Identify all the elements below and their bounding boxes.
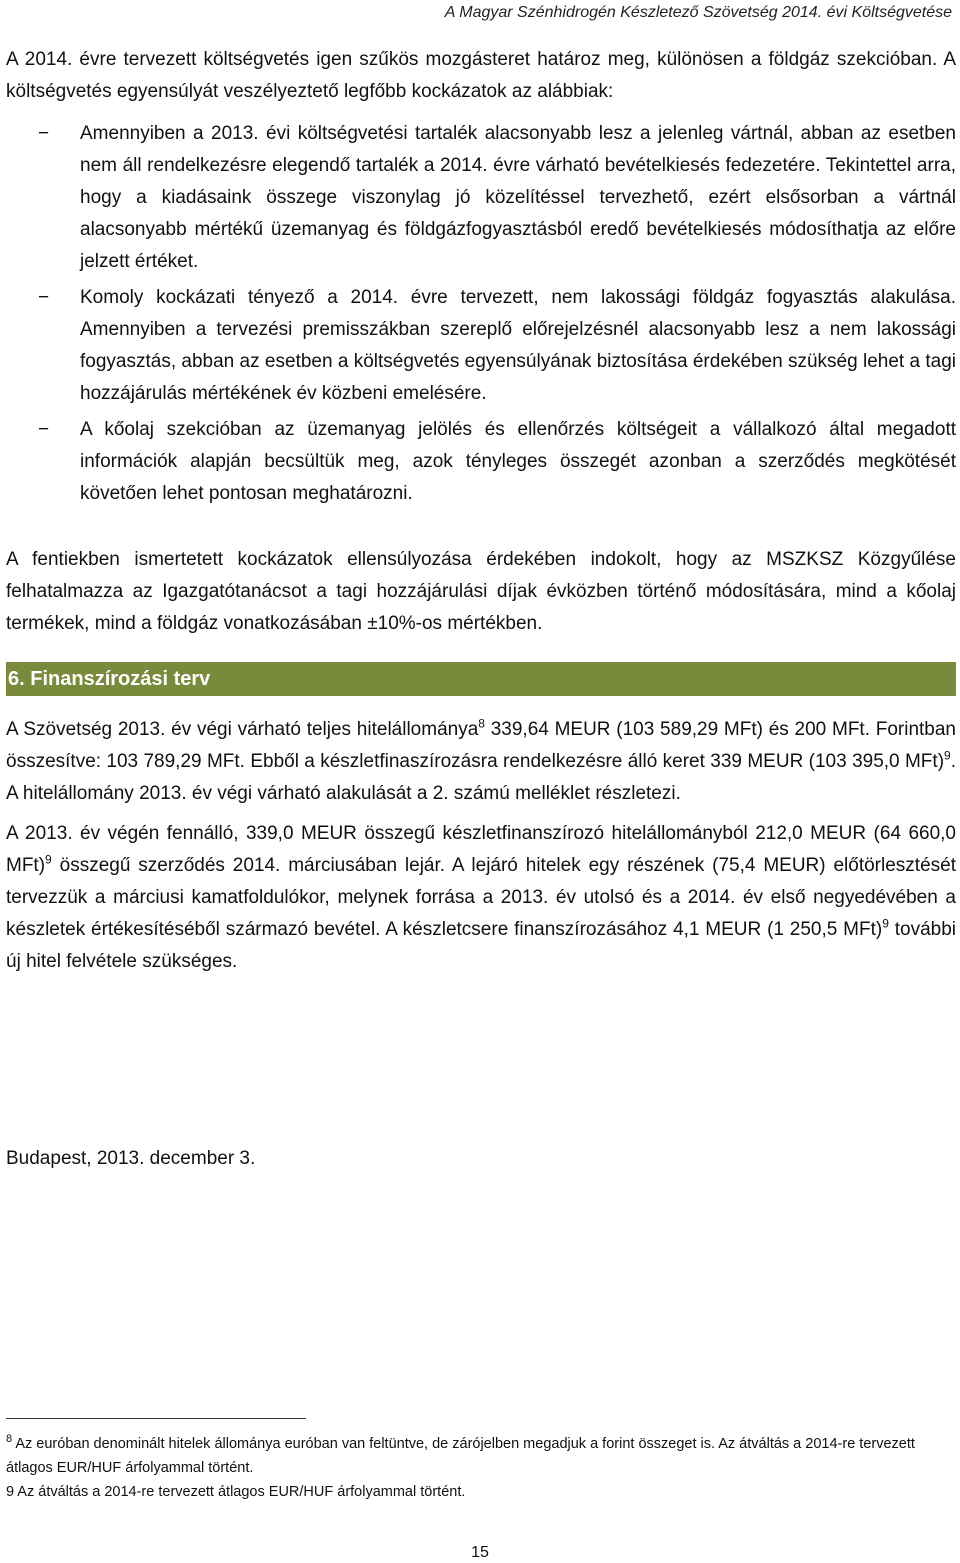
list-item-text: Komoly kockázati tényező a 2014. évre tervezett, nem lakossági földgáz fogyasztás alakulása. Amennyiben a tervezési premisszákban szereplő előrejelzésnél alacsonyabb lesz a nem lakossági fogyasztás, abban az esetben a költségvetés egyensúlyának biztosítása érdekében szükség lehet a tagi hozzájárulás mértékének év közbeni emelésére. [80, 287, 956, 404]
list-item [6, 118, 956, 278]
page-number: 15 [471, 1544, 489, 1561]
document-body [6, 44, 956, 978]
text-run: további új hitel felvétele szükséges. [6, 919, 957, 972]
footnote-ref: 9 [944, 748, 951, 763]
footnote-text: Az euróban denominált hitelek állománya euróban van feltüntve, de zárójelben megadjuk a forint összeget is. Az átváltás a 2014-re tervezett átlagos EUR/HUF árfolyammal történt. [6, 1436, 915, 1476]
intro-paragraph: A 2014. évre tervezett költségvetés igen szűkös mozgásteret határoz meg, különösen a földgáz szekcióban. A költségvetés egyensúlyát veszélyeztető legfőbb kockázatok az alábbiak: [6, 49, 956, 102]
list-item [6, 414, 956, 510]
place-date: Budapest, 2013. december 3. [6, 1148, 256, 1169]
text-run: összegű szerződés 2014. márciusában lejár. A lejáró hitelek egy részének (75,4 MEUR) előtörlesztését tervezzük a márciusi kamatfoldulókor, melynek forrása a 2013. év utolsó és a 2014. év első negyedévében a készletek értékesítéséből származó bevétel. A készletcsere finanszírozásához 4,1 MEUR (1 250,5 MFt) [6, 855, 956, 940]
footnote-ref: 9 [882, 916, 889, 931]
section-heading: 6. Finanszírozási terv [6, 662, 956, 696]
dash-bullet: − [38, 287, 50, 308]
dash-bullet: − [38, 419, 50, 440]
text-run: 339,64 MEUR (103 589,29 MFt) és 200 MFt. Forintban összesítve: 103 789,29 MFt. Ebből a készletfinaszírozásra rendelkezésre álló keret 339 MEUR (103 395,0 MFt) [6, 719, 957, 772]
running-header: A Magyar Szénhidrogén Készletező Szövetség 2014. évi Költségvetése [444, 4, 952, 21]
text-run: A 2013. év végén fennálló, 339,0 MEUR összegű készletfinanszírozó hitelállományból 212,0 MEUR (64 660,0 MFt) [6, 823, 956, 876]
footnote [6, 1432, 952, 1480]
list-item-text: Amennyiben a 2013. évi költségvetési tartalék alacsonyabb lesz a jelenleg vártnál, abban az esetben nem áll rendelkezésre elegendő tartalék a 2014. évre várható bevételkiesés fedezetére. Tekintettel arra, hogy a kiadásaink összege viszonylag jó közelítéssel tervezhető, ezért elsősorban a vártnál alacsonyabb mértékű üzemanyag és földgázfogyasztásból eredő bevételkiesés módosíthatja az előre jelzett értéket. [80, 123, 956, 272]
footnote-text: Az átváltás a 2014-re tervezett átlagos EUR/HUF árfolyammal történt. [14, 1484, 466, 1500]
financing-paragraph-2 [6, 818, 956, 978]
risk-list [6, 118, 956, 510]
footnote-mark: 8 [6, 1433, 13, 1446]
financing-paragraph-1 [6, 714, 956, 810]
footnote-ref: 8 [478, 716, 485, 731]
footnote-ref: 9 [45, 852, 52, 867]
list-item [6, 282, 956, 410]
footnote-divider [6, 1418, 306, 1419]
footnote [6, 1480, 952, 1504]
dash-bullet: − [38, 123, 50, 144]
list-item-text: A kőolaj szekcióban az üzemanyag jelölés és ellenőrzés költségeit a vállalkozó által megadott információk alapján becsültük meg, azok tényleges összegét azonban a szerződés megkötését követően lehet pontosan meghatározni. [80, 419, 956, 504]
text-run: . A hitelállomány 2013. év végi várható alakulását a 2. számú melléklet részletezi. [6, 751, 956, 804]
footnotes [6, 1432, 952, 1504]
footnote-mark: 9 [6, 1484, 15, 1500]
text-run: A Szövetség 2013. év végi várható teljes hitelállománya [6, 719, 479, 740]
mitigation-paragraph: A fentiekben ismertetett kockázatok ellensúlyozása érdekében indokolt, hogy az MSZKSZ Közgyűlése felhatalmazza az Igazgatótanácsot a tagi hozzájárulási díjak évközben történő módosítására, mind a kőolaj termékek, mind a földgáz vonatkozásában ±10%-os mértékben. [6, 549, 956, 634]
